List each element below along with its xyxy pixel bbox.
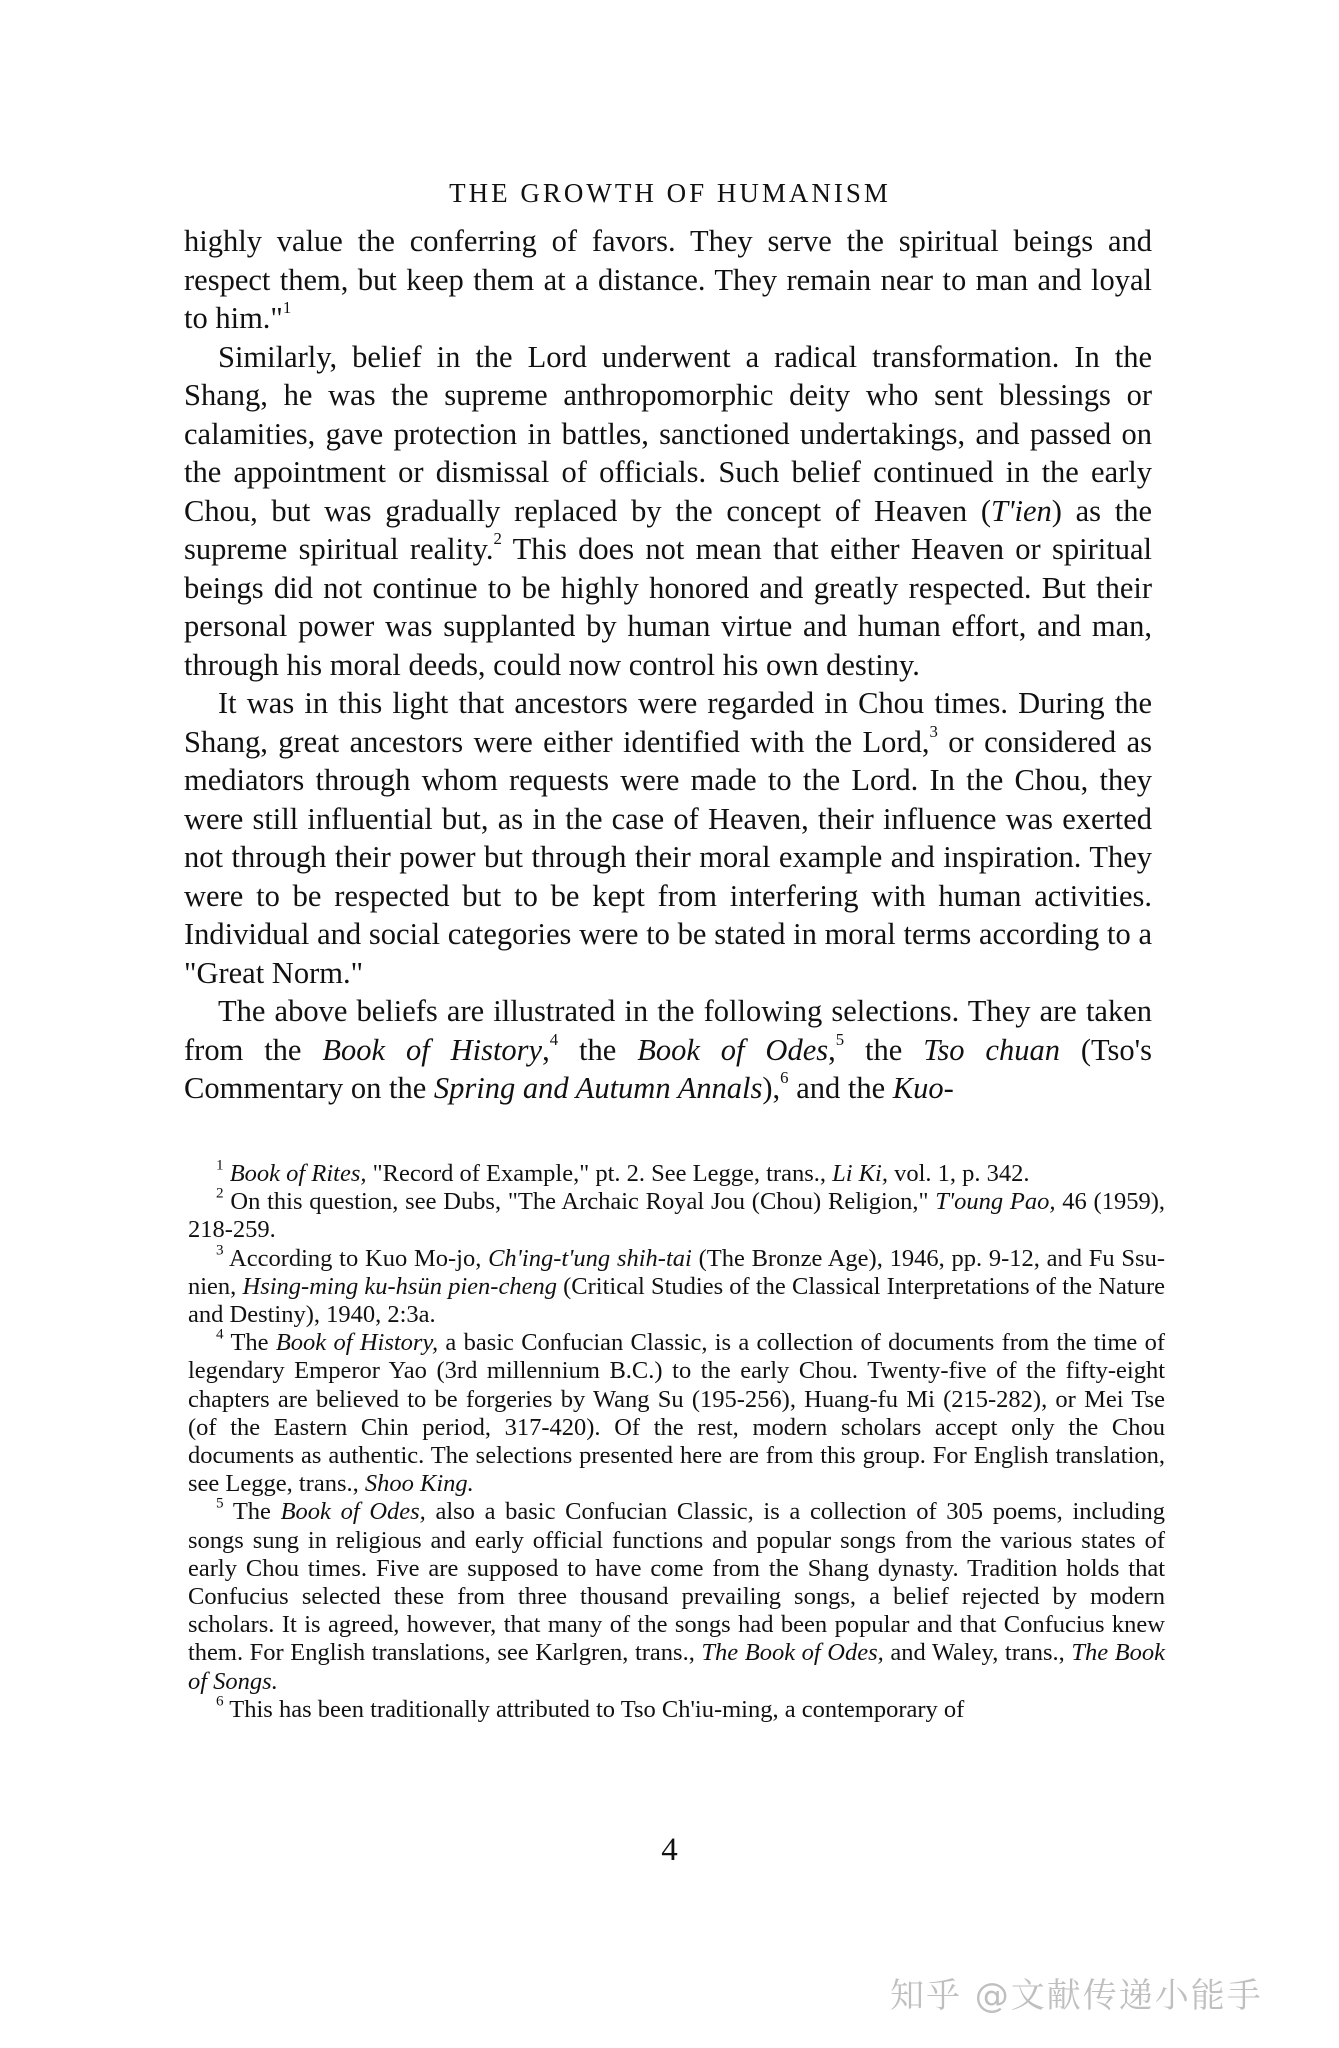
italic-title: Book of Odes, <box>280 1498 426 1526</box>
paragraph <box>184 684 1152 992</box>
text-run: vol. 1, p. 342. <box>887 1160 1030 1187</box>
page-number: 4 <box>661 1832 678 1868</box>
italic-title: Li Ki, <box>832 1160 888 1187</box>
text-run: It was in this light that ancestors were regarded in Chou times. During the Shang, great ancestors were either identified with the Lord, <box>184 686 1152 759</box>
footnote-number: 6 <box>216 1692 224 1710</box>
footnote <box>188 1325 1165 1498</box>
footnote-ref: 5 <box>835 1029 845 1049</box>
text-run: The above beliefs are illustrated in the following selections. They are taken from the <box>184 994 1152 1067</box>
footnote-ref: 4 <box>549 1029 559 1049</box>
text-run: highly value the conferring of favors. They serve the spiritual beings and respect them, but keep them at a distance. They remain near to man and loyal to him." <box>184 224 1152 335</box>
text-run: the <box>844 1032 924 1067</box>
italic-title: Book of Rites, <box>229 1160 367 1187</box>
italic-title: Hsing-ming ku-hsün pien-cheng <box>242 1272 557 1300</box>
paragraph <box>184 992 1152 1108</box>
text-run: According to Kuo Mo-jo, <box>229 1244 489 1272</box>
text-run: (Tso's Commentary on the <box>184 1032 1153 1105</box>
text-run: "Record of Example," pt. 2. See Legge, trans., <box>366 1160 833 1187</box>
italic-title: Shoo King. <box>364 1470 474 1498</box>
footnote-ref: 3 <box>929 721 938 741</box>
text-run: This does not mean that either Heaven or spiritual beings did not continue to be highly honored and greatly respected. But their personal power was supplanted by human virtue and human effort, and man, through his moral deeds, could now control his own destiny. <box>184 532 1152 682</box>
footnote <box>188 1495 1166 1695</box>
italic-title: Ch'ing-t'ung shih-tai <box>488 1244 692 1272</box>
text-run: Similarly, belief in the Lord underwent a radical transformation. In the Shang, he was the supreme anthropomorphic deity who sent blessings or calamities, gave protection in battles, sanctioned undertakings, and passed on the appointment or dismissal of officials. Such belief continued in the early Chou, but was gradually replaced by the concept of Heaven ( <box>184 339 1152 528</box>
italic-title: Tso chuan <box>923 1032 1060 1067</box>
running-head: THE GROWTH OF HUMANISM <box>449 178 891 208</box>
italic-title: Kuo- <box>892 1071 954 1105</box>
text-run: also a basic Confucian Classic, is a collection of 305 poems, including songs sung in religious and early official functions and popular songs from the various states of early Chou times. Five are supposed to have come from the Shang dynasty. Tradition holds that Confucius selected these from three thousand prevailing songs, a belief rejected by modern scholars. It is agreed, however, that many of the songs had been popular and that Confucius knew them. For English translations, see Karlgren, trans., <box>188 1498 1166 1667</box>
main-text <box>184 222 1152 1108</box>
italic-term: T'ien <box>991 493 1052 528</box>
italic-title: Spring and Autumn Annals <box>433 1071 763 1105</box>
footnote-ref: 1 <box>282 297 292 317</box>
text-run: and the <box>788 1071 893 1105</box>
footnote <box>188 1241 1166 1330</box>
text-run: , <box>542 1032 550 1067</box>
footnote <box>188 1692 1165 1724</box>
footnote-number: 2 <box>216 1184 224 1202</box>
text-run: ), <box>762 1071 781 1105</box>
footnote <box>188 1156 1165 1188</box>
footnote-number: 1 <box>216 1156 224 1174</box>
text-run: The <box>230 1329 276 1357</box>
footnote <box>188 1184 1165 1244</box>
text-run: a basic Confucian Classic, is a collection of documents from the time of legendary Emperor Yao (3rd millennium B.C.) to the early Chou. Twenty-five of the fifty-eight chapters are believed to be forgeries by Wang Su (195-256), Huang-fu Mi (215-282), or Mei Tse (of the Eastern Chin period, 317-420). Of the rest, modern scholars accept only the Chou documents as authentic. The selections presented here are from this group. For English translation, see Legge, trans., <box>188 1329 1165 1498</box>
paragraph <box>184 222 1152 338</box>
italic-title: Book of Odes <box>637 1032 829 1067</box>
footnote-number: 4 <box>216 1325 224 1343</box>
italic-title: Book of History <box>322 1032 543 1067</box>
italic-title: Book of History, <box>275 1329 439 1357</box>
footnote-ref: 6 <box>780 1067 789 1087</box>
text-run: The <box>232 1498 281 1526</box>
watermark: 知乎 @文献传递小能手 <box>890 1976 1263 2016</box>
italic-title: The Book of Songs. <box>188 1639 1166 1695</box>
footnote-ref: 2 <box>493 528 502 548</box>
text-run: On this question, see Dubs, "The Archaic Royal Jou (Chou) Religion," <box>230 1188 936 1216</box>
footnotes <box>188 1156 1166 1724</box>
text-run: This has been traditionally attributed to Tso Ch'iu-ming, a contemporary of <box>229 1695 965 1723</box>
text-run: 46 (1959), 218-259. <box>188 1188 1165 1244</box>
text-run: (The Bronze Age), 1946, pp. 9-12, and Fu Ssu-nien, <box>188 1244 1165 1300</box>
footnote-number: 3 <box>216 1241 224 1259</box>
italic-title: T'oung Pao, <box>935 1188 1056 1216</box>
text-run: the <box>558 1032 638 1067</box>
italic-title: The Book of Odes, <box>701 1639 884 1667</box>
footnote-number: 5 <box>216 1495 224 1513</box>
text-run: (Critical Studies of the Classical Interpretations of the Nature and Destiny), 1940, 2:3a. <box>188 1272 1166 1329</box>
text-run: , <box>828 1032 836 1067</box>
text-run: or considered as mediators through whom requests were made to the Lord. In the Chou, they were still influential but, as in the case of Heaven, their influence was exerted not through their power but through their moral example and inspiration. They were to be respected but to be kept from interfering with human activities. Individual and social categories were to be stated in moral terms according to a "Great Norm." <box>184 724 1152 990</box>
text-run: ) as the supreme spiritual reality. <box>184 493 1152 566</box>
text-run: and Waley, trans., <box>883 1639 1072 1667</box>
paragraph <box>184 338 1152 685</box>
